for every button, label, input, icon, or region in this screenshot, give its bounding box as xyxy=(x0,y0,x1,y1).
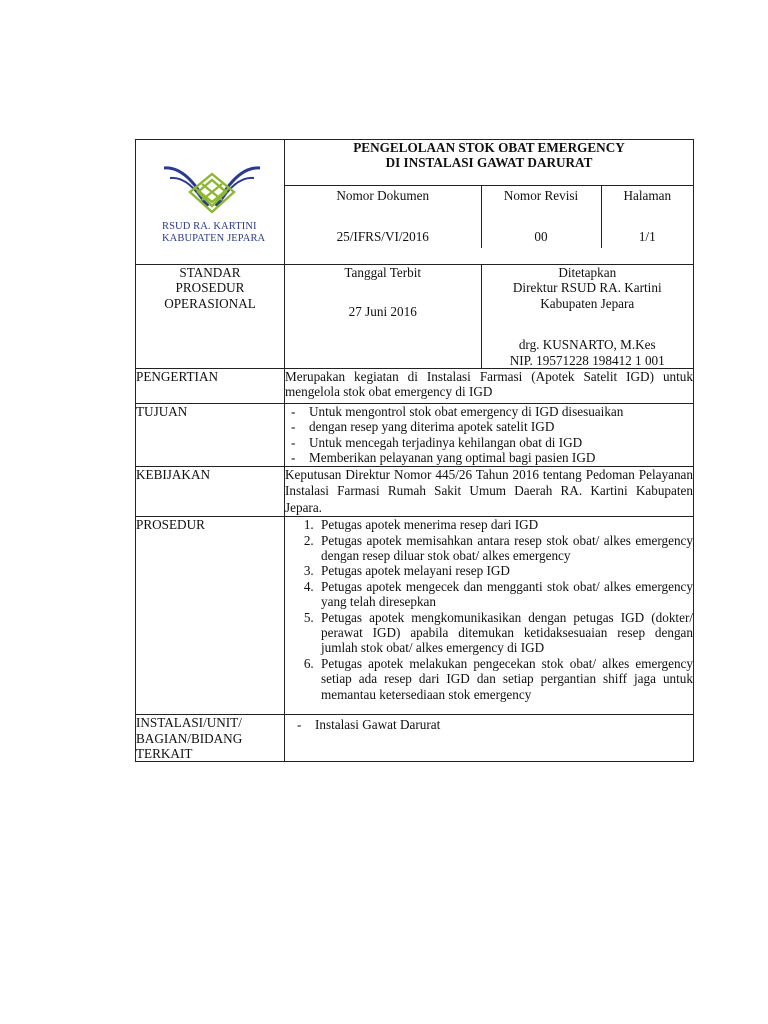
tujuan-content xyxy=(285,404,694,467)
document-meta-cell xyxy=(285,186,694,265)
tujuan-label: TUJUAN xyxy=(136,404,285,467)
tujuan-item: - Memberikan pelayanan yang optimal bagi pasien IGD xyxy=(285,450,693,465)
document-title xyxy=(285,140,694,186)
nomor-revisi-value: 00 xyxy=(534,229,548,245)
terkait-label-line1: INSTALASI/UNIT/ xyxy=(136,715,242,731)
halaman xyxy=(601,186,693,248)
prosedur-label: PROSEDUR xyxy=(136,517,285,715)
ditetapkan-line2: Direktur RSUD RA. Kartini xyxy=(512,280,662,296)
nomor-revisi xyxy=(481,186,601,248)
tujuan-item: - Untuk mencegah terjadinya kehilangan obat di IGD xyxy=(285,435,693,450)
hospital-logo-icon xyxy=(162,162,262,218)
sop-label-line2: PROSEDUR xyxy=(175,280,245,296)
tanggal-terbit-value: 27 Juni 2016 xyxy=(348,304,417,320)
hospital-name-line1: RSUD RA. KARTINI xyxy=(162,221,257,233)
tanggal-terbit-label: Tanggal Terbit xyxy=(344,265,422,280)
halaman-value: 1/1 xyxy=(638,229,656,245)
pengertian-text: Merupakan kegiatan di Instalasi Farmasi (Apotek Satelit IGD) untuk mengelola stok obat emergency di IGD xyxy=(285,369,694,404)
prosedur-step: 1. Petugas apotek menerima resep dari IGD xyxy=(317,517,693,532)
terkait-label-line3: TERKAIT xyxy=(136,745,193,761)
terkait-label xyxy=(136,715,285,762)
terkait-content xyxy=(285,715,694,762)
sop-label-line1: STANDAR xyxy=(179,265,241,280)
prosedur-step: 2. Petugas apotek memisahkan antara resep stok obat/ alkes emergency dengan resep diluar stok obat/ alkes emergency xyxy=(317,533,693,564)
sop-label xyxy=(136,265,285,369)
tujuan-item: - dengan resep yang diterima apotek satelit IGD xyxy=(285,419,693,434)
prosedur-step: 3. Petugas apotek melayani resep IGD xyxy=(317,563,693,578)
signer-name: drg. KUSNARTO, M.Kes xyxy=(518,337,656,353)
ditetapkan xyxy=(481,265,693,368)
title-line2: DI INSTALASI GAWAT DARURAT xyxy=(385,155,593,171)
terkait-label-line2: BAGIAN/BIDANG xyxy=(136,730,243,746)
kebijakan-label: KEBIJAKAN xyxy=(136,466,285,517)
nomor-dokumen-value: 25/IFRS/VI/2016 xyxy=(336,229,429,245)
halaman-label: Halaman xyxy=(623,188,672,203)
nomor-dokumen-label: Nomor Dokumen xyxy=(336,188,430,203)
tujuan-item: - Untuk mengontrol stok obat emergency di IGD disesuaikan xyxy=(285,404,693,419)
kebijakan-text: Keputusan Direktur Nomor 445/26 Tahun 2016 tentang Pedoman Pelayanan Instalasi Farmasi Rumah Sakit Umum Daerah RA. Kartini Kabupaten Jepara. xyxy=(285,466,693,515)
nomor-dokumen xyxy=(285,186,481,248)
sop-label-line3: OPERASIONAL xyxy=(164,295,256,311)
ditetapkan-line1: Ditetapkan xyxy=(558,265,617,280)
signer-nip: NIP. 19571228 198412 1 001 xyxy=(509,352,665,368)
terkait-item: - Instalasi Gawat Darurat xyxy=(291,717,693,732)
sop-details-cell xyxy=(285,265,694,369)
sop-document-table xyxy=(135,139,694,762)
tanggal-terbit xyxy=(285,265,481,368)
prosedur-step: 5. Petugas apotek mengkomunikasikan dengan petugas IGD (dokter/ perawat IGD) apabila ditemukan ketidaksesuaian resep dengan jumlah stok obat/ alkes emergency di IGD xyxy=(317,610,693,656)
prosedur-content xyxy=(285,517,694,715)
ditetapkan-line3: Kabupaten Jepara xyxy=(540,295,635,311)
prosedur-step: 6. Petugas apotek melakukan pengecekan stok obat/ alkes emergency setiap ada resep dari IGD dan setiap pergantian shiff jaga untuk memantau ketersediaan stok emergency xyxy=(317,656,693,702)
pengertian-label: PENGERTIAN xyxy=(136,369,285,404)
hospital-name-line2: KABUPATEN JEPARA xyxy=(162,232,266,244)
hospital-logo-cell xyxy=(136,140,285,265)
title-line1: PENGELOLAAN STOK OBAT EMERGENCY xyxy=(353,140,625,155)
nomor-revisi-label: Nomor Revisi xyxy=(503,188,579,203)
prosedur-step: 4. Petugas apotek mengecek dan mengganti stok obat/ alkes emergency yang telah diresepkan xyxy=(317,579,693,610)
